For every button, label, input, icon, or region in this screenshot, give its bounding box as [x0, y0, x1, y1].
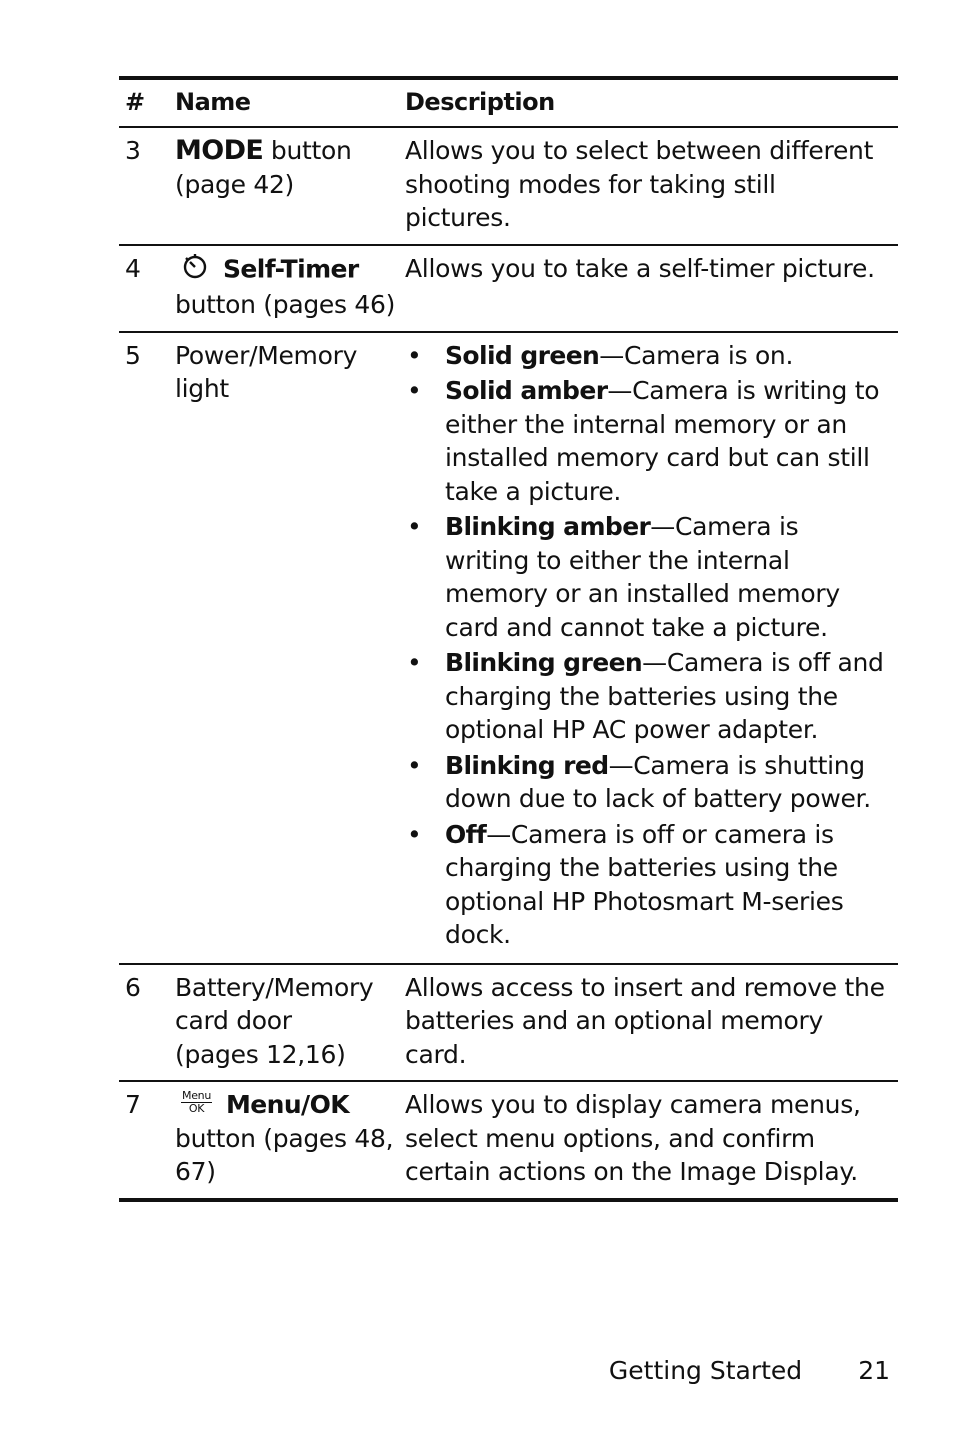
status-text: —Camera is off or camera is charging the batteries using the optional HP Photosmart M-series dock.: [445, 819, 844, 949]
row-num: 4: [125, 253, 141, 283]
name-bold: MODE: [175, 135, 264, 166]
menu-ok-icon: [181, 1090, 212, 1115]
row-num: 3: [125, 136, 141, 165]
status-text: —Camera is writing to either the internal memory or an installed memory card and cannot take a picture.: [445, 512, 840, 642]
header-num: #: [125, 88, 145, 116]
status-text: —Camera is on.: [599, 340, 794, 370]
row-name: [175, 128, 405, 244]
status-list: [405, 339, 888, 952]
name-line2: button (pages 48, 67): [175, 1123, 394, 1186]
row-num: 7: [125, 1090, 141, 1119]
bullet: •: [407, 376, 422, 405]
row-num: 5: [125, 340, 141, 370]
page-number: 21: [858, 1356, 890, 1385]
table-header-row: [119, 80, 898, 128]
table-row: [119, 963, 898, 1081]
row-name: Battery/Memory card door (pages 12,16): [175, 972, 374, 1069]
list-item: [405, 749, 888, 816]
bullet: •: [407, 340, 422, 370]
header-description: Description: [405, 88, 555, 116]
bullet: •: [407, 512, 422, 541]
name-bold: Self-Timer: [223, 253, 359, 283]
page-footer: [609, 1356, 890, 1385]
footer-section: Getting Started: [608, 1356, 803, 1385]
list-item: [405, 339, 888, 373]
status-label: Blinking red: [445, 750, 609, 780]
list-item: [405, 818, 888, 952]
menu-ok-icon-top: Menu: [182, 1089, 212, 1102]
list-item: [405, 646, 888, 747]
feature-table: [119, 76, 898, 1202]
row-description: Allows you to select between different shooting modes for taking still pictures.: [405, 136, 874, 232]
name-rest: button: [263, 136, 352, 165]
table-row: [119, 244, 898, 331]
table-row: [119, 1080, 898, 1198]
header-name: Name: [175, 88, 251, 116]
name-line2: button (pages 46): [175, 290, 396, 319]
row-description: [405, 333, 898, 963]
row-description: Allows you to take a self-timer picture.: [405, 253, 875, 283]
name-line2: (page 42): [175, 169, 295, 199]
bullet: •: [407, 819, 422, 849]
status-label: Solid green: [445, 340, 600, 370]
self-timer-icon: [181, 252, 209, 289]
status-label: Blinking green: [445, 648, 643, 677]
list-item: [405, 374, 888, 508]
status-label: Solid amber: [445, 376, 608, 405]
status-text: —Camera is writing to either the internal memory or an installed memory card but can still take a picture.: [445, 376, 880, 506]
row-name: [175, 1082, 405, 1198]
name-bold: Menu/OK: [226, 1090, 350, 1119]
list-item: [405, 510, 888, 644]
bullet: •: [407, 648, 422, 677]
menu-ok-icon-bottom: OK: [188, 1102, 205, 1115]
table-row: [119, 128, 898, 244]
status-text: —Camera is off and charging the batteries using the optional HP AC power adapter.: [445, 648, 884, 744]
status-label: Off: [445, 819, 487, 849]
bullet: •: [407, 750, 422, 780]
row-description: Allows you to display camera menus, select menu options, and confirm certain actions on the Image Display.: [405, 1090, 861, 1186]
table-row: [119, 331, 898, 963]
row-num: 6: [125, 972, 141, 1002]
row-name: Power/Memory light: [175, 340, 358, 403]
status-label: Blinking amber: [445, 512, 651, 541]
status-text: —Camera is shutting down due to lack of battery power.: [445, 750, 871, 813]
row-name: [175, 246, 405, 331]
row-description: Allows access to insert and remove the batteries and an optional memory card.: [405, 972, 885, 1069]
